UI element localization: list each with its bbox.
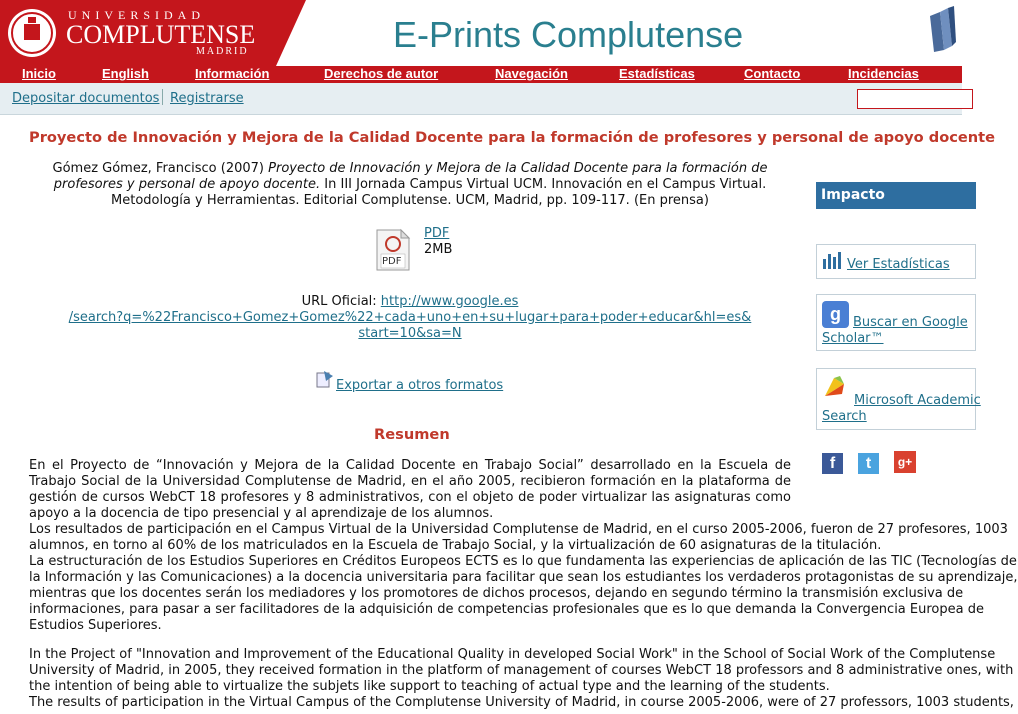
url-label: URL Oficial:: [301, 294, 377, 309]
logo-text-universidad: UNIVERSIDAD: [68, 8, 205, 22]
academic-link-line2[interactable]: Search: [822, 409, 867, 424]
logo-text-madrid: MADRID: [196, 46, 249, 57]
nav-english[interactable]: English: [102, 66, 149, 81]
main-nav: [0, 66, 962, 83]
scholar-link-line2[interactable]: Scholar™: [822, 331, 884, 346]
abstract-es-line: Los resultados de participación en el Campus Virtual de la Universidad Complutense de Madrid, en el curso 2005-2006, fueron de 27 profesores, 1003: [29, 522, 1008, 537]
scholar-link-line1[interactable]: Buscar en Google: [853, 315, 968, 330]
academic-link-line1[interactable]: Microsoft Academic: [854, 393, 981, 408]
deposit-link[interactable]: Depositar documentos: [12, 91, 160, 106]
nav-contacto[interactable]: Contacto: [744, 66, 801, 81]
stats-link[interactable]: Ver Estadísticas: [847, 257, 950, 272]
resumen-heading: Resumen: [374, 426, 450, 443]
url-link-line2[interactable]: /search?q=%22Francisco+Gomez+Gomez%22+cada+uno+en+su+lugar+para+poder+educar&hl=es&: [68, 310, 752, 325]
pdf-icon-label: PDF: [382, 256, 402, 267]
abstract-en-line: the intention of being able to virtualize the subjets like support to teaching of actual type and the learning of the students.: [29, 679, 830, 694]
page-title: Proyecto de Innovación y Mejora de la Calidad Docente para la formación de profesores y personal de apoyo docente: [29, 129, 996, 146]
abstract-en-line: The results of participation in the Virtual Campus of the Complutense University of Madrid, in course 2005-2006, were of 27 professors, 1003 students,: [29, 695, 1014, 710]
abstract-es-line: la Información y las Comunicaciones) a la docencia universitaria para facilitar que sean los estudiantes los verdaderos protagonistas de su aprendizaje,: [29, 570, 1018, 585]
nav-informacion[interactable]: Información: [195, 66, 270, 81]
abstract-es-paragraph: En el Proyecto de “Innovación y Mejora de la Calidad Docente en Trabajo Social” desarrollado en la Escuela de Trabajo Social de la Universidad Complutense de Madrid, en el año 2005, recibieron formación en la plataforma de gestión de cursos WebCT 18 profesores y 8 administrativos, con el objeto de poder virtualizar las asignaturas como apoyo a la docencia de tipo presencial y al aprendizaje de los alumnos.: [29, 458, 791, 521]
pdf-file-icon[interactable]: [376, 229, 410, 271]
microsoft-academic-icon: [822, 374, 848, 400]
twitter-icon[interactable]: t: [858, 453, 879, 474]
register-link[interactable]: Registrarse: [170, 91, 244, 106]
nav-derechos-de-autor[interactable]: Derechos de autor: [324, 66, 439, 81]
abstract-es-line: alumnos, en torno al 60% de los matriculados en la Escuela de Trabajo Social, y la virtualización de 60 asignaturas de la titulación.: [29, 538, 882, 553]
nav-navegacion[interactable]: Navegación: [495, 66, 568, 81]
citation: [40, 161, 780, 209]
abstract-en-line: In the Project of "Innovation and Improvement of the Educational Quality in developed Social Work" in the School of Social Work of the Complutense: [29, 647, 996, 662]
abstract-es-line: mientras que los docentes serán los mediadores y los promotores de dichos procesos, dejando en segundo término la transmisión exclusiva de: [29, 586, 964, 601]
facebook-icon[interactable]: f: [822, 453, 843, 474]
url-link-line1[interactable]: http://www.google.es: [380, 294, 519, 309]
abstract-es-line: La estructuración de los Estudios Superiores en Créditos Europeos ECTS es lo que fundamenta las experiencias de aplicación de las TIC (Tecnologías de: [29, 554, 1017, 569]
citation-details: In III Jornada Campus Virtual UCM. Innovación en el Campus Virtual. Metodología y Herramientas. Editorial Complutense. UCM, Madrid, pp. 109-117. (En prensa): [111, 177, 767, 208]
url-link-line3[interactable]: start=10&sa=N: [358, 326, 462, 341]
export-link[interactable]: Exportar a otros formatos: [336, 378, 504, 393]
divider: [162, 89, 163, 105]
google-scholar-icon: g: [822, 301, 849, 328]
site-title: E-Prints Complutense: [393, 14, 744, 55]
bar-chart-icon: [822, 251, 844, 269]
nav-estadisticas[interactable]: Estadísticas: [619, 66, 695, 81]
abstract-en-line: University of Madrid, in 2005, they received formation in the platform of management of courses WebCT 18 professors and 8 administrative ones, with: [29, 663, 1014, 678]
search-input[interactable]: [857, 89, 973, 109]
pdf-link[interactable]: PDF: [424, 226, 450, 241]
university-logo[interactable]: [0, 0, 306, 66]
citation-author: Gómez Gómez, Francisco (2007): [52, 161, 264, 176]
nav-inicio[interactable]: Inicio: [22, 66, 56, 81]
logo-text-complutense: COMPLUTENSE: [66, 20, 256, 49]
impacto-header: Impacto: [816, 182, 976, 209]
google-plus-icon[interactable]: g+: [894, 451, 916, 473]
pdf-size: 2MB: [424, 242, 453, 257]
books-icon: [926, 6, 956, 52]
export-icon[interactable]: [316, 370, 334, 388]
abstract-es-line: Estudios Superiores.: [29, 618, 162, 633]
official-url: [50, 294, 770, 342]
nav-incidencias[interactable]: Incidencias: [848, 66, 919, 81]
citation-title: Proyecto de Innovación y Mejora de la Calidad Docente para la formación de profesores y personal de apoyo docente.: [53, 161, 768, 192]
abstract-es-line: informaciones, para pasar a ser facilitadores de la adquisición de competencias profesionales que es lo que demanda la Convergencia Europea de: [29, 602, 984, 617]
